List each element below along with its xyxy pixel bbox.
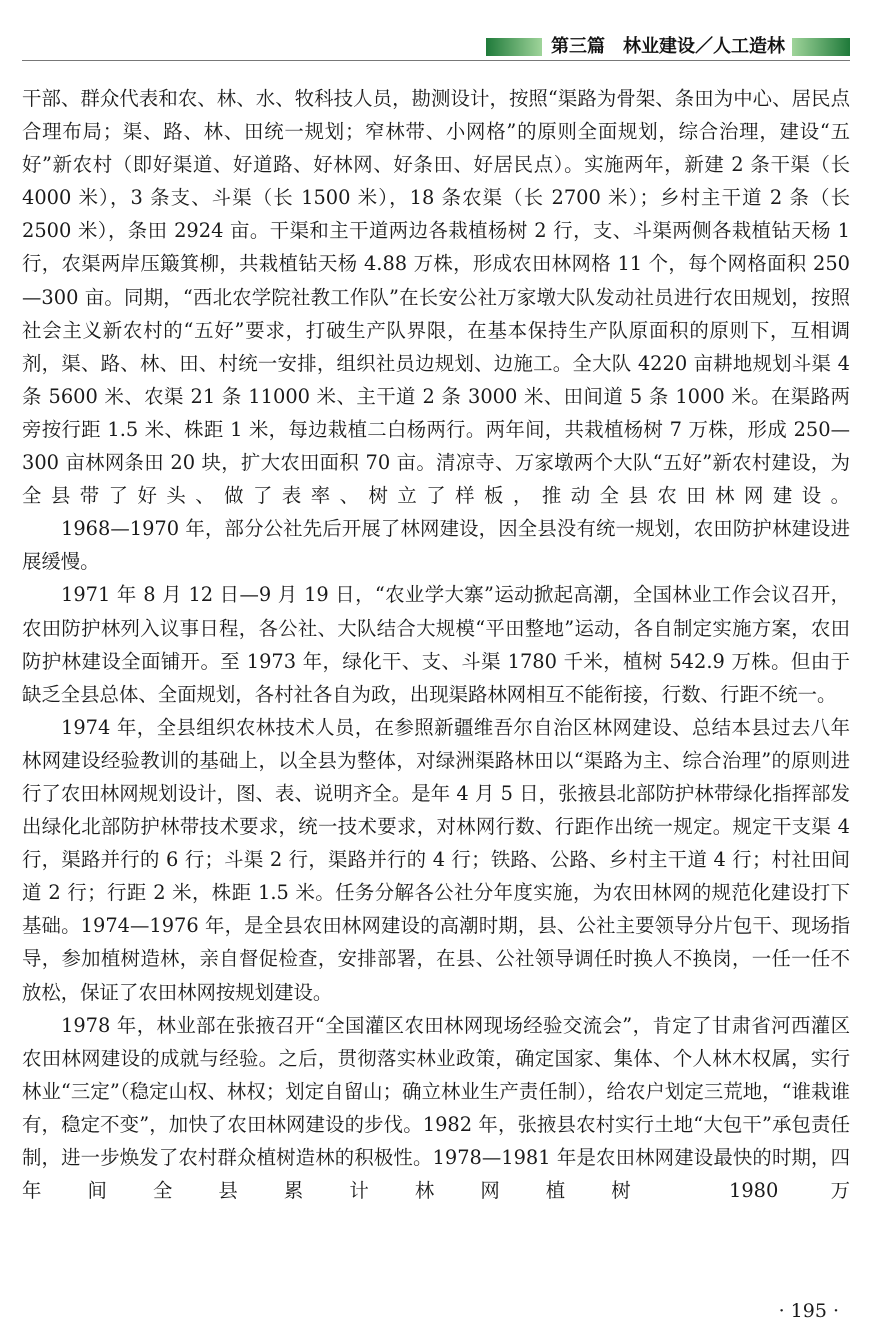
- body-text: [22, 82, 850, 1207]
- paragraph-1978: 1978 年，林业部在张掖召开“全国灌区农田林网现场经验交流会”，肯定了甘肃省河西灌区农田林网建设的成就与经验。之后，贯彻落实林业政策，确定国家、集体、个人林木权属，实行林业“三定”（稳定山权、林权；划定自留山；确立林业生产责任制），给农户划定三荒地，“谁栽谁有，稳定不变”，加快了农田林网建设的步伐。1982 年，张掖县农村实行土地“大包干”承包责任制，进一步焕发了农村群众植树造林的积极性。1978—1981 年是农田林网建设最快的时期，四年间全县累计林网植树 1980 万: [22, 1013, 850, 1203]
- paragraph-continued: 干部、群众代表和农、林、水、牧科技人员，勘测设计，按照“渠路为骨架、条田为中心、居民点合理布局；渠、路、林、田统一规划；窄林带、小网格”的原则全面规划，综合治理，建设“五好”新农村（即好渠道、好道路、好林网、好条田、好居民点）。实施两年，新建 2 条干渠（长 4000 米），3 条支、斗渠（长 1500 米），18 条农渠（长 2700 米）；乡村主干道 2 条（长 2500 米），条田 2924 亩。干渠和主干道两边各栽植杨树 2 行，支、斗渠两侧各栽植钻天杨 1 行，农渠两岸压簸箕柳，共栽植钻天杨 4.88 万株，形成农田林网格 11 个，每个网格面积 250—300 亩。同期，“西北农学院社教工作队”在长安公社万家墩大队发动社员进行农田规划，按照社会主义新农村的“五好”要求，打破生产队界限，在基本保持生产队原面积的原则下，互相调剂，渠、路、林、田、村统一安排，组织社员边规划、边施工。全大队 4220 亩耕地规划斗渠 4 条 5600 米、农渠 21 条 11000 米、主干道 2 条 3000 米、田间道 5 条 1000 米。在渠路两旁按行距 1.5 米、株距 1 米，每边栽植二白杨两行。两年间，共栽植杨树 7 万株，形成 250—300 亩林网条田 20 块，扩大农田面积 70 亩。清凉寺、万家墩两个大队“五好”新农村建设，为全县带了好头、做了表率、树立了样板，推动全县农田林网建设。: [22, 87, 850, 508]
- header-green-bar-right: [792, 38, 850, 56]
- paragraph-1968: 1968—1970 年，部分公社先后开展了林网建设，因全县没有统一规划，农田防护林建设进展缓慢。: [22, 517, 850, 574]
- page-number: · 195 ·: [778, 1300, 839, 1322]
- header-rule: [22, 60, 850, 61]
- running-header: [486, 34, 850, 60]
- header-green-bar-left: [486, 38, 542, 56]
- paragraph-1974: 1974 年，全县组织农林技术人员，在参照新疆维吾尔自治区林网建设、总结本县过去八年林网建设经验教训的基础上，以全县为整体，对绿洲渠路林田以“渠路为主、综合治理”的原则进行了农田林网规划设计，图、表、说明齐全。是年 4 月 5 日，张掖县北部防护林带绿化指挥部发出绿化北部防护林带技术要求，统一技术要求，对林网行数、行距作出统一规定。规定干支渠 4 行，渠路并行的 6 行；斗渠 2 行，渠路并行的 4 行；铁路、公路、乡村主干道 4 行；村社田间道 2 行；行距 2 米，株距 1.5 米。任务分解各公社分年度实施，为农田林网的规范化建设打下基础。1974—1976 年，是全县农田林网建设的高潮时期，县、公社主要领导分片包干、现场指导，参加植树造林，亲自督促检查，安排部署，在县、公社领导调任时换人不换岗，一任一任不放松，保证了农田林网按规划建设。: [22, 715, 850, 1004]
- paragraph-1971: 1971 年 8 月 12 日—9 月 19 日，“农业学大寨”运动掀起高潮，全国林业工作会议召开，农田防护林列入议事日程，各公社、大队结合大规模“平田整地”运动，各自制定实施方案，农田防护林建设全面铺开。至 1973 年，绿化干、支、斗渠 1780 千米，植树 542.9 万株。但由于缺乏全县总体、全面规划，各村社各自为政，出现渠路林网相互不能衔接，行数、行距不统一。: [22, 583, 850, 706]
- header-title: 第三篇 林业建设／人工造林: [551, 36, 785, 57]
